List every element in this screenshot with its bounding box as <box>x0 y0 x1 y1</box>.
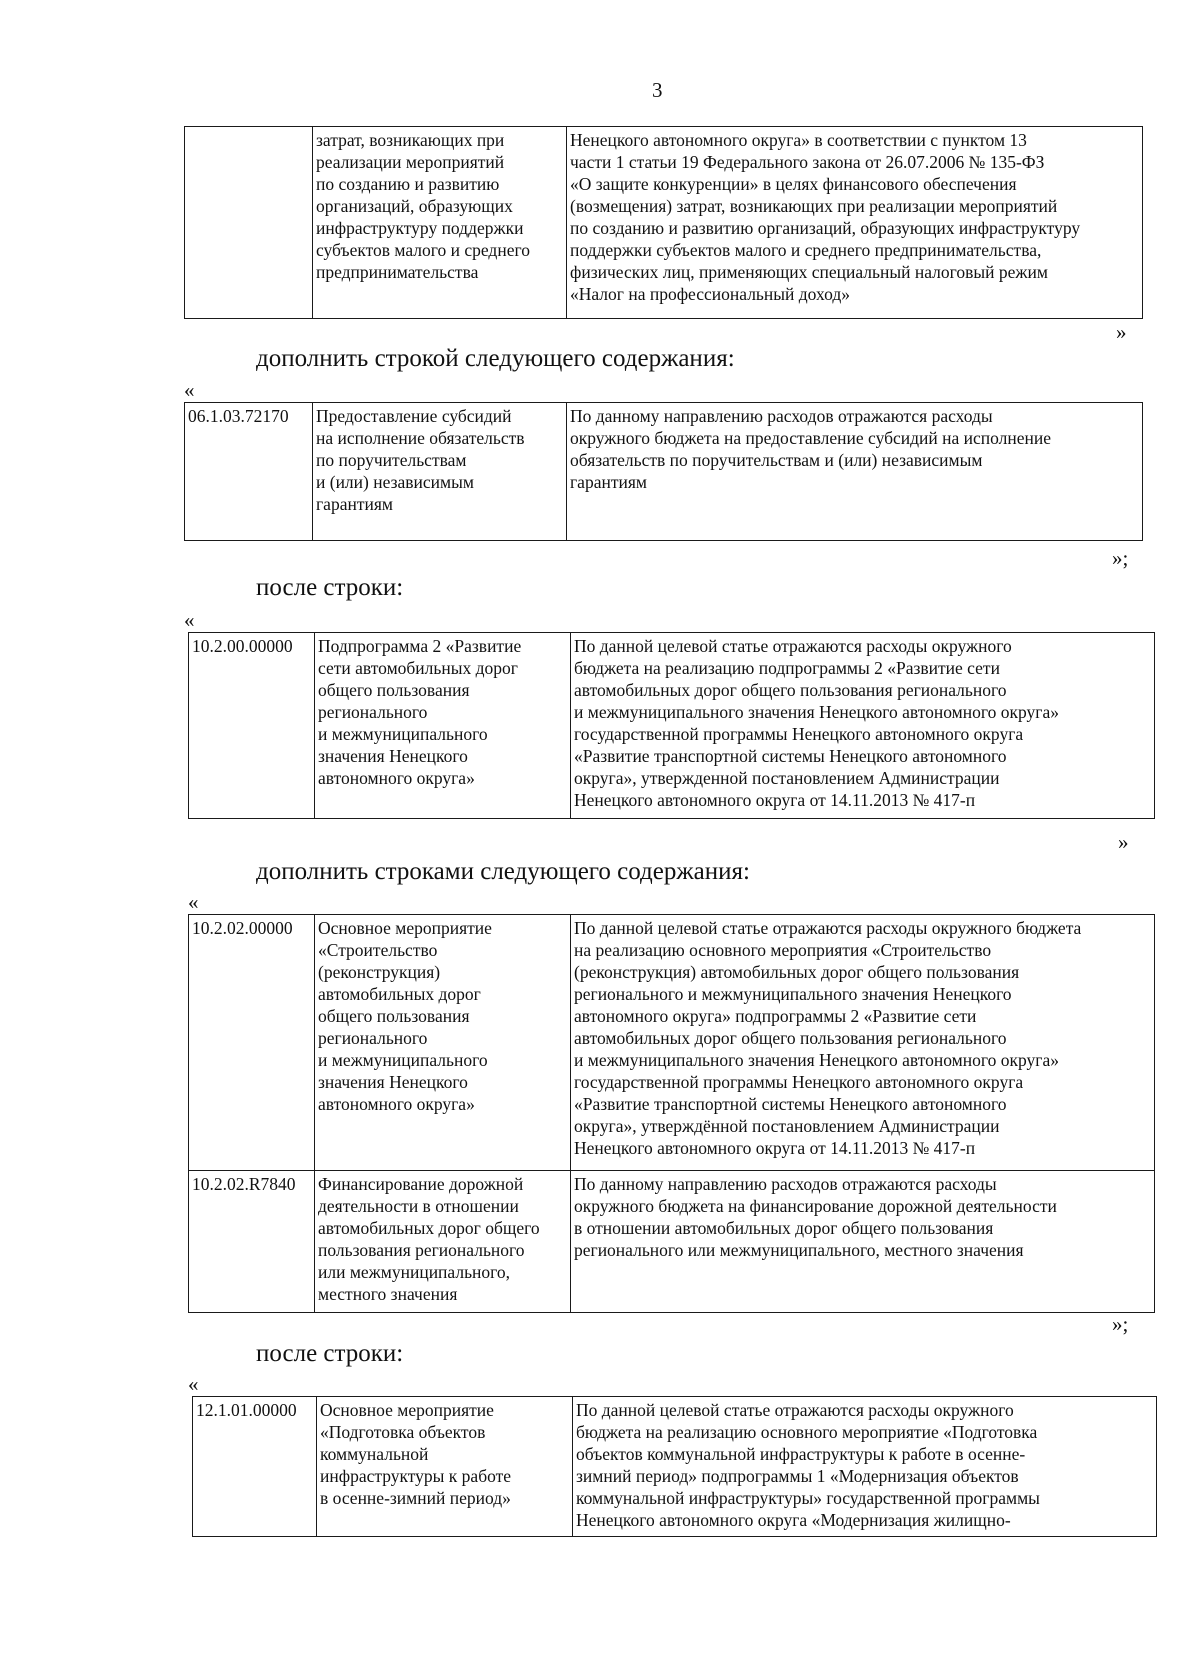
text-line: Финансирование дорожной <box>318 1174 524 1194</box>
text-line: Ненецкого автономного округа от 14.11.2013 № 417-п <box>574 1138 976 1158</box>
text-line: бюджета на реализацию основного мероприятие «Подготовка <box>576 1422 1038 1442</box>
name-cell <box>315 915 571 1171</box>
table-row <box>193 1397 1157 1537</box>
text-line: По данному направлению расходов отражаются расходы <box>574 1174 997 1194</box>
text-line: гарантиям <box>316 494 393 514</box>
text-line: окружного бюджета на предоставление субсидий на исполнение <box>570 428 1052 448</box>
text-line: Ненецкого автономного округа «Модернизация жилищно- <box>576 1510 1011 1530</box>
text-line: автономного округа» подпрограммы 2 «Развитие сети <box>574 1006 977 1026</box>
text-line: (возмещения) затрат, возникающих при реализации мероприятий <box>570 196 1058 216</box>
text-line: регионального или межмуниципального, местного значения <box>574 1240 1024 1260</box>
text-line: автомобильных дорог общего <box>318 1218 540 1238</box>
text-line: «Подготовка объектов <box>320 1422 486 1442</box>
text-line: автомобильных дорог <box>318 984 481 1004</box>
text-line: регионального <box>318 702 428 722</box>
code-cell: 06.1.03.72170 <box>185 403 313 541</box>
closing-quote: » <box>1116 320 1127 344</box>
text-line: «Развитие транспортной системы Ненецкого автономного <box>574 1094 1007 1114</box>
description-cell <box>567 127 1143 319</box>
text-line: на исполнение обязательств <box>316 428 525 448</box>
text-line: округа», утверждённой постановлением Администрации <box>574 1116 1000 1136</box>
name-cell <box>315 633 571 819</box>
text-line: инфраструктуры к работе <box>320 1466 512 1486</box>
name-cell <box>317 1397 573 1537</box>
text-line: и межмуниципального значения Ненецкого автономного округа» <box>574 1050 1059 1070</box>
code-cell: 12.1.01.00000 <box>193 1397 317 1537</box>
description-cell <box>573 1397 1157 1537</box>
text-line: коммунальной инфраструктуры» государственной программы <box>576 1488 1040 1508</box>
text-line: автономного округа» <box>318 1094 475 1114</box>
text-line: субъектов малого и среднего <box>316 240 530 260</box>
text-line: затрат, возникающих при <box>316 130 505 150</box>
section-heading: дополнить строкой следующего содержания: <box>256 345 735 372</box>
code-cell: 10.2.02.R7840 <box>189 1171 315 1313</box>
page-number: 3 <box>652 78 663 102</box>
budget-classification-table <box>188 914 1155 1313</box>
opening-quote: « <box>184 608 195 632</box>
name-cell <box>313 127 567 319</box>
text-line: Предоставление субсидий <box>316 406 512 426</box>
text-line: По данной целевой статье отражаются расходы окружного бюджета <box>574 918 1082 938</box>
text-line: обязательств по поручительствам и (или) независимым <box>570 450 983 470</box>
description-cell <box>571 633 1155 819</box>
table-row <box>185 403 1143 541</box>
closing-quote: »; <box>1112 1312 1129 1336</box>
opening-quote: « <box>184 378 195 402</box>
text-line: гарантиям <box>570 472 647 492</box>
text-line: округа», утвержденной постановлением Администрации <box>574 768 1000 788</box>
text-line: Ненецкого автономного округа» в соответствии с пунктом 13 <box>570 130 1027 150</box>
budget-classification-table <box>192 1396 1157 1537</box>
text-line: общего пользования <box>318 680 470 700</box>
text-line: в отношении автомобильных дорог общего пользования <box>574 1218 994 1238</box>
text-line: По данному направлению расходов отражаются расходы <box>570 406 993 426</box>
code-cell: 10.2.02.00000 <box>189 915 315 1171</box>
text-line: физических лиц, применяющих специальный налоговый режим <box>570 262 1048 282</box>
description-cell <box>571 1171 1155 1313</box>
text-line: «Развитие транспортной системы Ненецкого автономного <box>574 746 1007 766</box>
section-heading: дополнить строками следующего содержания: <box>256 858 750 885</box>
text-line: По данной целевой статье отражаются расходы окружного <box>574 636 1012 656</box>
budget-classification-table <box>184 402 1143 541</box>
closing-quote: » <box>1118 830 1129 854</box>
table-row <box>189 1171 1155 1313</box>
table-row <box>189 633 1155 819</box>
text-line: значения Ненецкого <box>318 746 468 766</box>
text-line: «Налог на профессиональный доход» <box>570 284 850 304</box>
text-line: автомобильных дорог общего пользования регионального <box>574 1028 1007 1048</box>
text-line: реализации мероприятий <box>316 152 505 172</box>
text-line: по поручительствам <box>316 450 467 470</box>
description-cell <box>567 403 1143 541</box>
text-line: Подпрограмма 2 «Развитие <box>318 636 522 656</box>
text-line: зимний период» подпрограммы 1 «Модернизация объектов <box>576 1466 1019 1486</box>
text-line: Основное мероприятие <box>320 1400 494 1420</box>
text-line: (реконструкция) <box>318 962 441 982</box>
text-line: сети автомобильных дорог <box>318 658 518 678</box>
text-line: и межмуниципального <box>318 1050 488 1070</box>
text-line: и (или) независимым <box>316 472 474 492</box>
text-line: по созданию и развитию <box>316 174 500 194</box>
table-row <box>185 127 1143 319</box>
text-line: и межмуниципального <box>318 724 488 744</box>
table-row <box>189 915 1155 1171</box>
closing-quote: »; <box>1112 546 1129 570</box>
text-line: пользования регионального <box>318 1240 525 1260</box>
text-line: организаций, образующих <box>316 196 513 216</box>
text-line: на реализацию основного мероприятия «Строительство <box>574 940 992 960</box>
text-line: Основное мероприятие <box>318 918 492 938</box>
text-line: государственной программы Ненецкого автономного округа <box>574 1072 1024 1092</box>
text-line: в осенне-зимний период» <box>320 1488 511 1508</box>
code-cell <box>185 127 313 319</box>
budget-classification-table <box>184 126 1143 319</box>
text-line: предпринимательства <box>316 262 479 282</box>
text-line: автономного округа» <box>318 768 475 788</box>
text-line: коммунальной <box>320 1444 429 1464</box>
text-line: регионального <box>318 1028 428 1048</box>
code-cell: 10.2.00.00000 <box>189 633 315 819</box>
name-cell <box>313 403 567 541</box>
text-line: окружного бюджета на финансирование дорожной деятельности <box>574 1196 1057 1216</box>
text-line: (реконструкция) автомобильных дорог общего пользования <box>574 962 1020 982</box>
text-line: общего пользования <box>318 1006 470 1026</box>
text-line: местного значения <box>318 1284 458 1304</box>
text-line: бюджета на реализацию подпрограммы 2 «Развитие сети <box>574 658 1000 678</box>
text-line: части 1 статьи 19 Федерального закона от 26.07.2006 № 135-ФЗ <box>570 152 1045 172</box>
opening-quote: « <box>188 1372 199 1396</box>
name-cell <box>315 1171 571 1313</box>
text-line: поддержки субъектов малого и среднего предпринимательства, <box>570 240 1042 260</box>
text-line: инфраструктуру поддержки <box>316 218 524 238</box>
text-line: и межмуниципального значения Ненецкого автономного округа» <box>574 702 1059 722</box>
opening-quote: « <box>188 890 199 914</box>
text-line: по созданию и развитию организаций, образующих инфраструктуру <box>570 218 1081 238</box>
text-line: «Строительство <box>318 940 438 960</box>
text-line: или межмуниципального, <box>318 1262 511 1282</box>
description-cell <box>571 915 1155 1171</box>
section-heading: после строки: <box>256 1340 404 1367</box>
text-line: деятельности в отношении <box>318 1196 519 1216</box>
text-line: автомобильных дорог общего пользования регионального <box>574 680 1007 700</box>
text-line: объектов коммунальной инфраструктуры к работе в осенне- <box>576 1444 1026 1464</box>
text-line: По данной целевой статье отражаются расходы окружного <box>576 1400 1014 1420</box>
text-line: государственной программы Ненецкого автономного округа <box>574 724 1024 744</box>
text-line: Ненецкого автономного округа от 14.11.2013 № 417-п <box>574 790 976 810</box>
section-heading: после строки: <box>256 574 404 601</box>
text-line: регионального и межмуниципального значения Ненецкого <box>574 984 1012 1004</box>
text-line: «О защите конкуренции» в целях финансового обеспечения <box>570 174 1017 194</box>
text-line: значения Ненецкого <box>318 1072 468 1092</box>
budget-classification-table <box>188 632 1155 819</box>
